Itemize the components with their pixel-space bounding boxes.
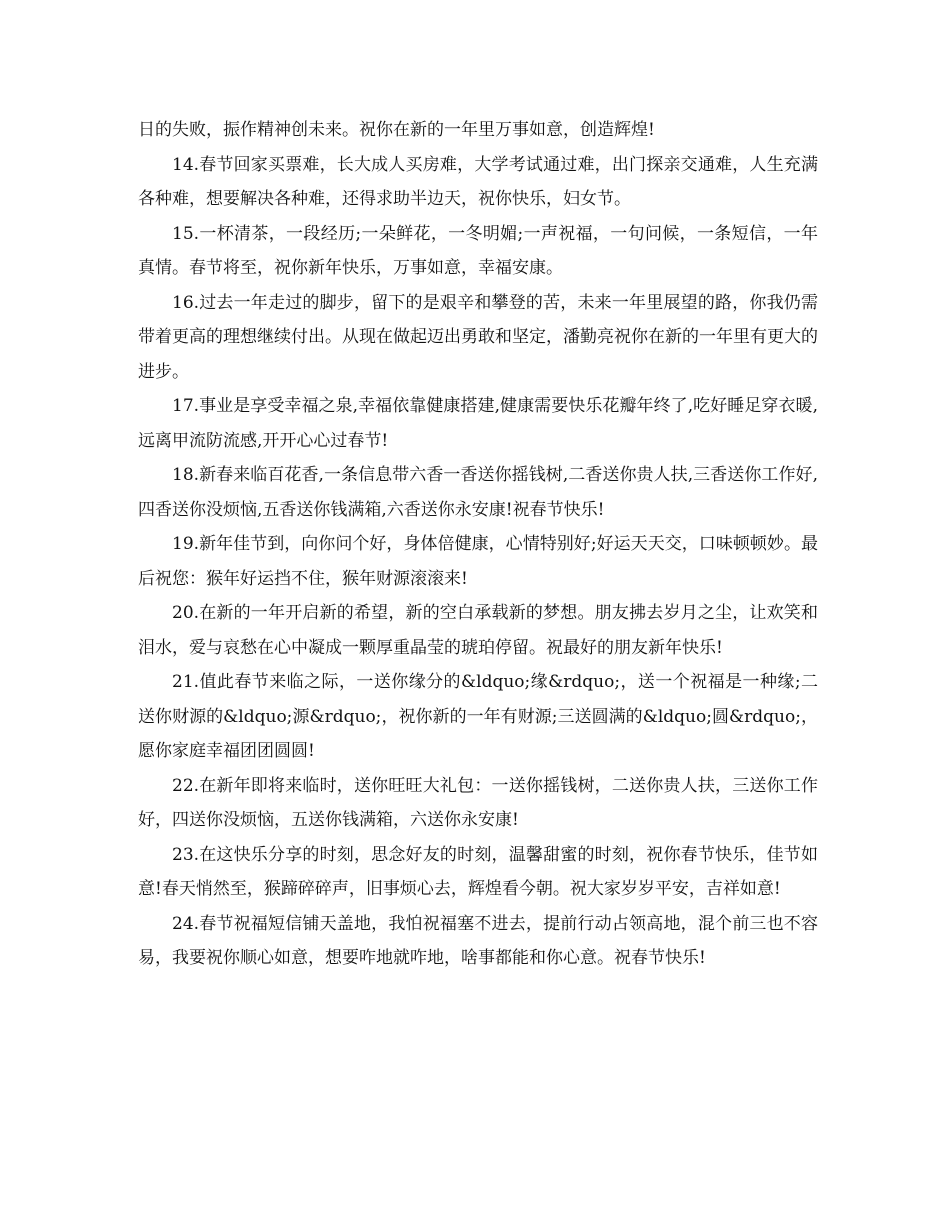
paragraph-16: 16.过去一年走过的脚步，留下的是艰辛和攀登的苦，未来一年里展望的路，你我仍需带着更高的理想继续付出。从现在做起迈出勇敢和坚定，潘勤亮祝你在新的一年里有更大的进步。 [138,292,818,382]
paragraph-continued: 日的失败，振作精神创未来。祝你在新的一年里万事如意，创造辉煌! [138,120,655,140]
paragraph-23: 23.在这快乐分享的时刻，思念好友的时刻，温馨甜蜜的时刻，祝你春节快乐，佳节如意!春天悄然至，猴蹄碎碎声，旧事烦心去，辉煌看今朝。祝大家岁岁平安，吉祥如意! [138,844,818,899]
paragraph-14: 14.春节回家买票难，长大成人买房难，大学考试通过难，出门探亲交通难，人生充满各种难，想要解决各种难，还得求助半边天，祝你快乐，妇女节。 [138,154,818,209]
paragraph-22: 22.在新年即将来临时，送你旺旺大礼包：一送你摇钱树，二送你贵人扶，三送你工作好，四送你没烦恼，五送你钱满箱，六送你永安康! [138,775,818,830]
paragraph-19: 19.新年佳节到，向你问个好，身体倍健康，心情特别好;好运天天交，口味顿顿妙。最后祝您：猴年好运挡不住，猴年财源滚滚来! [138,534,818,589]
paragraph-18: 18.新春来临百花香,一条信息带六香一香送你摇钱树,二香送你贵人扶,三香送你工作好,四香送你没烦恼,五香送你钱满箱,六香送你永安康!祝春节快乐! [138,465,818,520]
document-body [138,113,818,976]
paragraph-15: 15.一杯清茶，一段经历;一朵鲜花，一冬明媚;一声祝福，一句问候，一条短信，一年真情。春节将至，祝你新年快乐，万事如意，幸福安康。 [138,223,818,278]
paragraph-21: 21.值此春节来临之际，一送你缘分的&ldquo;缘&rdquo;，送一个祝福是一种缘;二送你财源的&ldquo;源&rdquo;，祝你新的一年有财源;三送圆满的&ldquo;圆&rdquo;，愿你家庭幸福团团圆圆! [138,672,818,761]
paragraph-17: 17.事业是享受幸福之泉,幸福依靠健康搭建,健康需要快乐花瓣年终了,吃好睡足穿衣暖,远离甲流防流感,开开心心过春节! [138,396,818,451]
paragraph-24: 24.春节祝福短信铺天盖地，我怕祝福塞不进去，提前行动占领高地，混个前三也不容易，我要祝你顺心如意，想要咋地就咋地，啥事都能和你心意。祝春节快乐! [138,913,818,968]
paragraph-20: 20.在新的一年开启新的希望，新的空白承载新的梦想。朋友拂去岁月之尘，让欢笑和泪水，爱与哀愁在心中凝成一颗厚重晶莹的琥珀停留。祝最好的朋友新年快乐! [138,603,818,658]
